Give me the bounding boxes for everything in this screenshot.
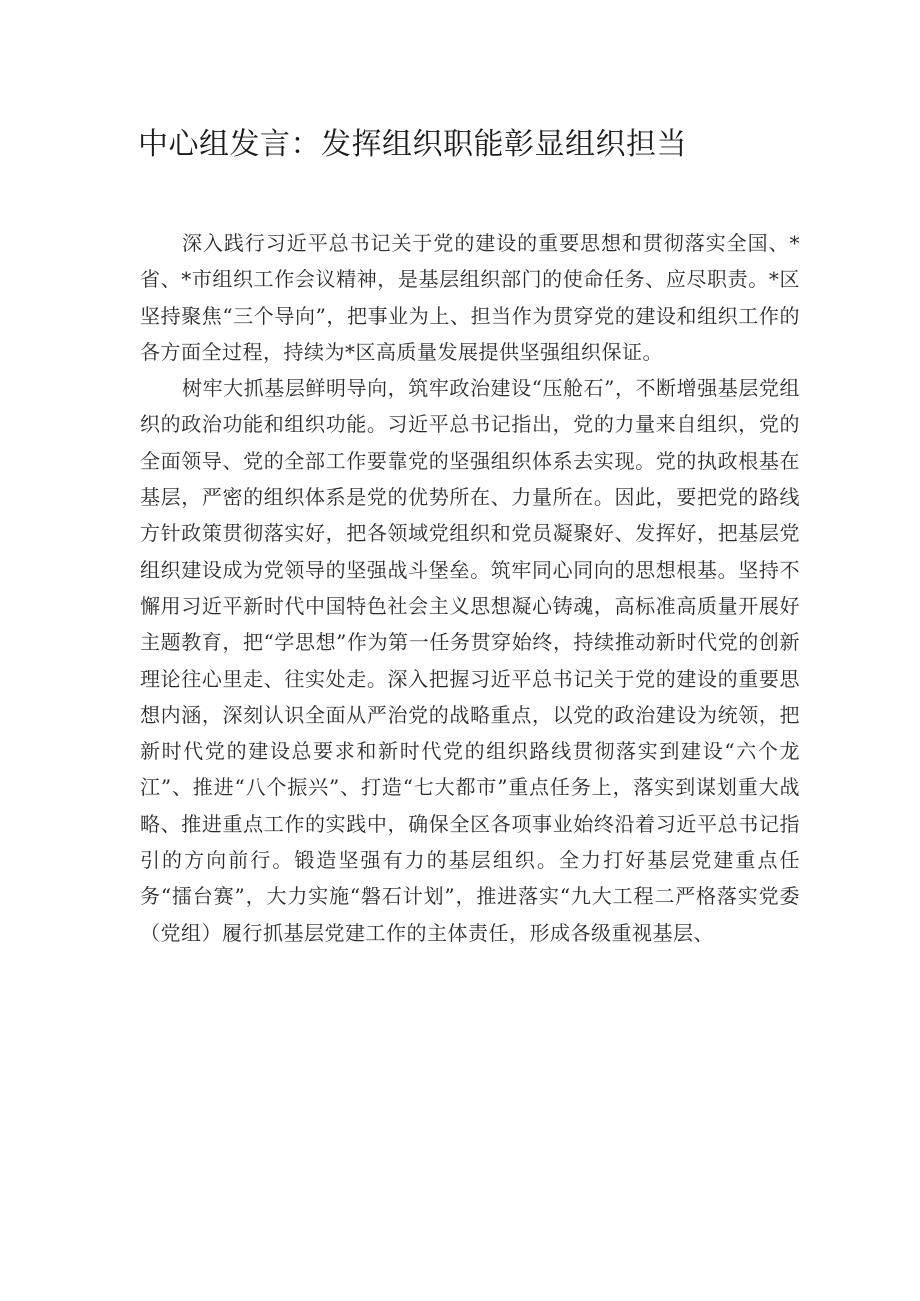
document-body xyxy=(140,225,800,951)
document-title: 中心组发言：发挥组织职能彰显组织担当 xyxy=(138,127,687,162)
paragraph-grassroots: 树牢大抓基层鲜明导向，筑牢政治建设“压舱石”，不断增强基层党组织的政治功能和组织功能。习近平总书记指出，党的力量来自组织，党的全面领导、党的全部工作要靠党的坚强组织体系去实现。党的执政根基在基层，严密的组织体系是党的优势所在、力量所在。因此，要把党的路线方针政策贯彻落实好，把各领域党组织和党员凝聚好、发挥好，把基层党组织建设成为党领导的坚强战斗堡垒。筑牢同心同向的思想根基。坚持不懈用习近平新时代中国特色社会主义思想凝心铸魂，高标准高质量开展好主题教育，把“学思想”作为第一任务贯穿始终，持续推动新时代党的创新理论往心里走、往实处走。深入把握习近平总书记关于党的建设的重要思想内涵，深刻认识全面从严治党的战略重点，以党的政治建设为统领，把新时代党的建设总要求和新时代党的组织路线贯彻落实到建设“六个龙江”、推进“八个振兴”、打造“七大都市”重点任务上，落实到谋划重大战略、推进重点工作的实践中，确保全区各项事业始终沿着习近平总书记指引的方向前行。锻造坚强有力的基层组织。全力打好基层党建重点任务“擂台赛”，大力实施“磐石计划”，推进落实“九大工程二严格落实党委（党组）履行抓基层党建工作的主体责任，形成各级重视基层、 xyxy=(140,376,800,945)
paragraph-intro: 深入践行习近平总书记关于党的建设的重要思想和贯彻落实全国、*省、*市组织工作会议精神，是基层组织部门的使命任务、应尽职责。*区坚持聚焦“三个导向”，把事业为上、担当作为贯穿党的建设和组织工作的各方面全过程，持续为*区高质量发展提供坚强组织保证。 xyxy=(140,231,800,364)
